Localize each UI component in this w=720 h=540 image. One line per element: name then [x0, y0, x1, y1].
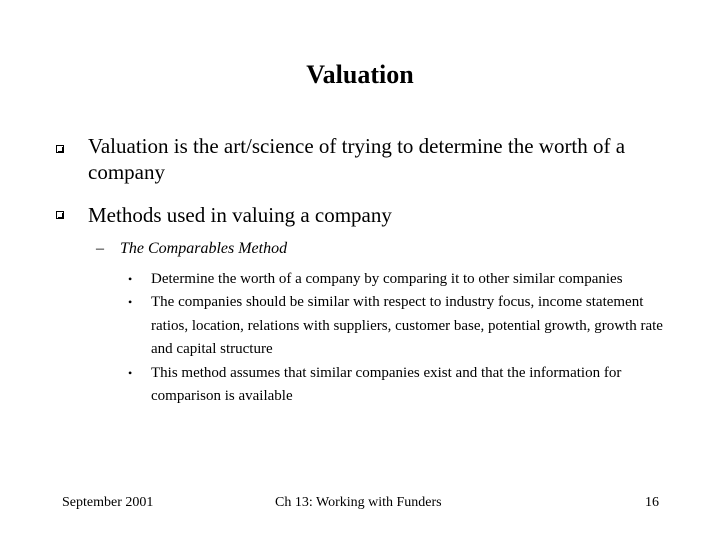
- bullet-dot-icon: •: [128, 272, 133, 286]
- list-item: [128, 268, 668, 291]
- list-item: [128, 291, 668, 361]
- footer-date: September 2001: [62, 495, 154, 510]
- list-item-text: This method assumes that similar companies exist and that the information for comparison is available: [151, 364, 622, 405]
- footer-chapter: Ch 13: Working with Funders: [275, 495, 442, 510]
- slide-title: Valuation: [306, 60, 414, 89]
- checkbox-bullet-icon: [56, 211, 64, 219]
- list-item: [128, 362, 668, 409]
- sub-bullet-label: The Comparables Method: [120, 240, 288, 257]
- dash-marker: –: [96, 240, 104, 257]
- checkbox-bullet-icon: [56, 145, 64, 153]
- footer-page-number: 16: [645, 495, 659, 510]
- list-item-text: The companies should be similar with respect to industry focus, income statement ratios, location, relations with suppliers, customer base, potential growth, growth rate and capital structure: [151, 294, 663, 358]
- sub-bullet-comparables-method: [96, 239, 287, 259]
- bullet-valuation-methods: Methods used in valuing a company: [88, 203, 392, 227]
- bullet-dot-icon: •: [128, 295, 133, 310]
- comparables-detail-list: [128, 268, 668, 408]
- bullet-dot-icon: •: [128, 365, 133, 380]
- bullet-valuation-definition: Valuation is the art/science of trying to determine the worth of a company: [88, 134, 626, 184]
- list-item-text: Determine the worth of a company by comparing it to other similar companies: [151, 271, 623, 287]
